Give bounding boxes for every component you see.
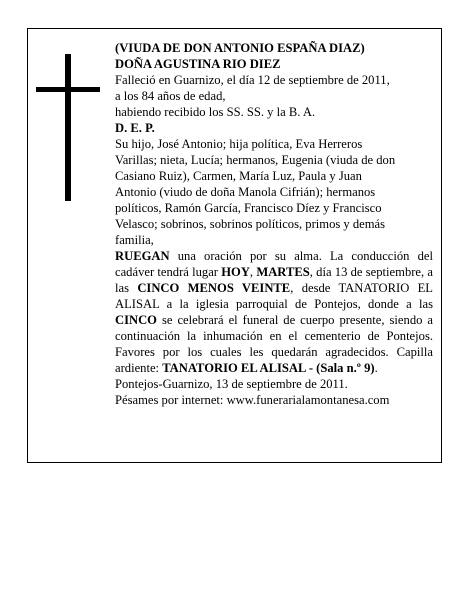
request-text-2: ,: [249, 265, 257, 279]
martes-word: MARTES: [256, 265, 310, 279]
sacraments-line: habiendo recibido los SS. SS. y la B. A.: [115, 105, 316, 119]
funeral-request-paragraph: [115, 248, 433, 376]
departure-time: CINCO MENOS VEINTE: [137, 281, 291, 295]
family-list: [115, 136, 433, 248]
hoy-word: HOY: [221, 265, 250, 279]
obituary-text: [115, 40, 433, 408]
deceased-name: DOÑA AGUSTINA RIO DIEZ: [115, 57, 281, 71]
family-line: Su hijo, José Antonio; hija política, Eva Herreros: [115, 137, 363, 151]
obituary-notice: [27, 28, 442, 463]
family-line: Velasco; sobrinos, sobrinos políticos, primos y demás: [115, 217, 386, 231]
family-line: Varillas; nieta, Lucía; hermanos, Eugenia (viuda de don: [115, 153, 396, 167]
place-date-line: Pontejos-Guarnizo, 13 de septiembre de 2011.: [115, 377, 348, 391]
ruegan-word: RUEGAN: [115, 249, 170, 263]
family-line: Casiano Ruiz), Carmen, María Luz, Paula y Juan: [115, 169, 362, 183]
request-text-1: una oración por su alma. La conducción del cadáver tendrá lugar: [115, 249, 433, 279]
condolences-line: Pésames por internet: www.funerarialamontanesa.com: [115, 393, 390, 407]
dep-line: D. E. P.: [115, 121, 155, 135]
age-line: a los 84 años de edad,: [115, 89, 226, 103]
family-line: Antonio (viudo de doña Manola Cifrián); hermanos: [115, 185, 376, 199]
cross-icon: [36, 54, 100, 201]
widow-of-line: (VIUDA DE DON ANTONIO ESPAÑA DIAZ): [115, 41, 365, 55]
request-text-4: , desde TANATORIO EL ALISAL a la iglesia parroquial de Pontejos, donde a las: [115, 281, 434, 311]
cross-horizontal-bar: [36, 87, 100, 92]
request-text-6: .: [374, 361, 378, 375]
request-text-3: , día 13 de septiembre, a las: [115, 265, 434, 295]
family-line: familia,: [115, 233, 154, 247]
funeral-time: CINCO: [115, 313, 157, 327]
family-line: políticos, Ramón García, Francisco Díez y Francisco: [115, 201, 382, 215]
request-text-5: se celebrará el funeral de cuerpo presente, siendo a continuación la inhumación en el cementerio de Pontejos. Favores por los cuales les quedarán agradecidos. Capilla ardiente:: [115, 313, 433, 375]
chapel-location: TANATORIO EL ALISAL - (Sala n.º 9): [162, 361, 375, 375]
death-place-date: Falleció en Guarnizo, el día 12 de septiembre de 2011,: [115, 73, 390, 87]
cross-vertical-bar: [65, 54, 71, 201]
